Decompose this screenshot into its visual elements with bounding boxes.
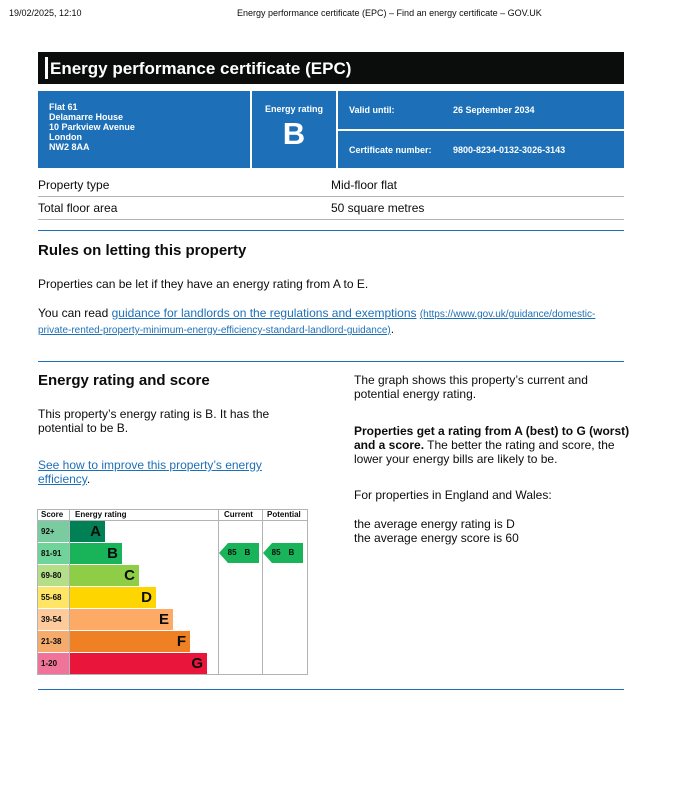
table-row bbox=[38, 174, 624, 197]
rating-summary-line: This property’s energy rating is B. It has the bbox=[38, 407, 270, 421]
band-score-g: 1-20 bbox=[38, 653, 69, 674]
address-line: NW2 8AA bbox=[49, 142, 90, 152]
graph-description bbox=[354, 373, 588, 401]
england-wales-label: For properties in England and Wales: bbox=[354, 488, 552, 502]
band-bar-e: E bbox=[70, 609, 173, 630]
rating-summary-line: potential to be B. bbox=[38, 421, 129, 435]
graph-header-potential: Potential bbox=[267, 510, 301, 519]
floor-area-label: Total floor area bbox=[38, 201, 118, 215]
certificate-summary bbox=[38, 91, 624, 168]
graph-gridline bbox=[218, 510, 219, 674]
current-rating-arrow bbox=[219, 543, 259, 563]
potential-rating-arrow-label: 85 B bbox=[271, 548, 295, 557]
graph-header-rating: Energy rating bbox=[75, 510, 127, 519]
improve-suffix: . bbox=[86, 472, 91, 486]
rating-explanation-bold2: and a score. bbox=[354, 438, 425, 452]
band-bar-d: D bbox=[70, 587, 156, 608]
letting-guidance-paragraph bbox=[38, 306, 628, 338]
certificate-number-panel bbox=[338, 131, 624, 168]
print-page-title: Energy performance certificate (EPC) – Find an energy certificate – GOV.UK bbox=[237, 8, 542, 18]
energy-rating-graph bbox=[37, 509, 308, 675]
page-title-banner bbox=[38, 52, 624, 84]
valid-until-panel bbox=[338, 91, 624, 129]
address-panel bbox=[38, 91, 250, 168]
cursor-bar bbox=[45, 57, 48, 79]
band-score-d: 55-68 bbox=[38, 587, 69, 608]
band-score-b: 81-91 bbox=[38, 543, 69, 564]
guidance-url-part1[interactable]: (https://www.gov.uk/guidance/domestic- bbox=[419, 309, 596, 320]
certificate-number-value: 9800-8234-0132-3026-3143 bbox=[453, 145, 566, 155]
band-bar-a: A bbox=[70, 521, 105, 542]
rating-explanation-line3: lower your energy bills are likely to be. bbox=[354, 452, 558, 466]
property-type-value: Mid-floor flat bbox=[331, 178, 398, 192]
band-score-a: 92+ bbox=[38, 521, 69, 542]
graph-gridline bbox=[262, 510, 263, 674]
property-type-label: Property type bbox=[38, 178, 110, 192]
section-divider bbox=[38, 361, 624, 362]
rating-summary bbox=[38, 407, 269, 435]
current-rating-arrow-label: 85 B bbox=[227, 548, 251, 557]
letting-paragraph: Properties can be let if they have an energy rating from A to E. bbox=[38, 277, 369, 291]
page-title: Energy performance certificate (EPC) bbox=[50, 59, 352, 78]
band-bar-c: C bbox=[70, 565, 139, 586]
energy-rating-panel bbox=[252, 91, 336, 168]
improve-paragraph bbox=[38, 458, 262, 486]
print-datetime: 19/02/2025, 12:10 bbox=[9, 8, 82, 18]
potential-rating-arrow bbox=[263, 543, 303, 563]
address-line: Flat 61 bbox=[49, 102, 78, 112]
band-score-c: 69-80 bbox=[38, 565, 69, 586]
average-ratings bbox=[354, 517, 519, 545]
valid-until-label: Valid until: bbox=[349, 105, 395, 115]
energy-rating-letter: B bbox=[282, 116, 306, 151]
guidance-prefix: You can read bbox=[38, 306, 112, 320]
graph-header-current: Current bbox=[224, 510, 253, 519]
address-line: London bbox=[49, 132, 82, 142]
guidance-url-part2[interactable]: private-rented-property-minimum-energy-efficiency-standard-landlord-guidance) bbox=[38, 325, 391, 336]
property-summary-table bbox=[38, 174, 624, 220]
energy-rating-label: Energy rating bbox=[264, 104, 323, 114]
band-bar-f: F bbox=[70, 631, 190, 652]
valid-until-value: 26 September 2034 bbox=[453, 105, 535, 115]
improve-efficiency-link-cont[interactable]: efficiency bbox=[38, 472, 87, 486]
guidance-suffix: . bbox=[390, 322, 395, 336]
section-divider bbox=[38, 230, 624, 231]
graph-description-line: The graph shows this property’s current and bbox=[354, 373, 588, 387]
floor-area-value: 50 square metres bbox=[331, 201, 425, 215]
graph-description-line: potential energy rating. bbox=[354, 387, 477, 401]
rating-heading: Energy rating and score bbox=[38, 372, 210, 389]
rating-explanation-bold: Properties get a rating from A (best) to G (worst) bbox=[354, 424, 630, 438]
address-line: 10 Parkview Avenue bbox=[49, 122, 135, 132]
landlord-guidance-link[interactable]: guidance for landlords on the regulations and exemptions bbox=[111, 306, 417, 320]
graph-header-score: Score bbox=[41, 510, 64, 519]
band-bar-b: B bbox=[70, 543, 122, 564]
letting-heading: Rules on letting this property bbox=[38, 242, 247, 259]
rating-explanation-rest: The better the rating and score, the bbox=[424, 438, 615, 452]
band-score-e: 39-54 bbox=[38, 609, 69, 630]
average-rating: the average energy rating is D bbox=[354, 517, 515, 531]
rating-explanation bbox=[354, 424, 629, 466]
band-score-f: 21-38 bbox=[38, 631, 69, 652]
address-line: Delamarre House bbox=[49, 112, 124, 122]
improve-efficiency-link[interactable]: See how to improve this property’s energy bbox=[38, 458, 262, 472]
section-divider bbox=[38, 689, 624, 690]
average-score: the average energy score is 60 bbox=[354, 531, 519, 545]
rating-explanation-line2 bbox=[354, 438, 629, 452]
table-row bbox=[38, 197, 624, 220]
certificate-number-label: Certificate number: bbox=[349, 145, 432, 155]
band-bar-g: G bbox=[70, 653, 207, 674]
